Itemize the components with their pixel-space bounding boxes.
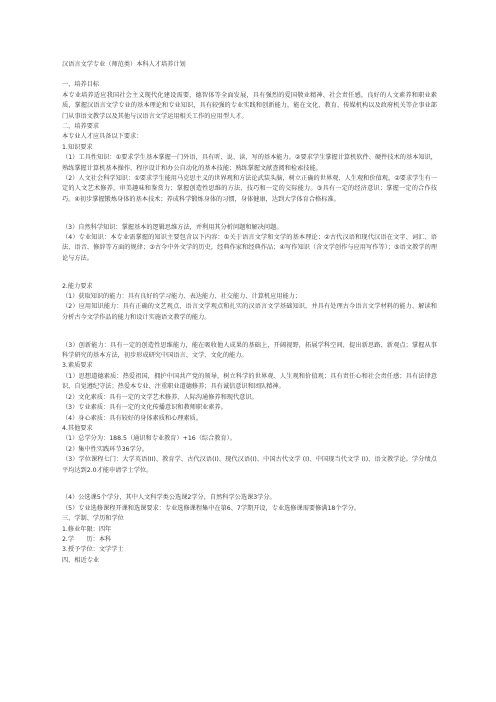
paragraph: 本专业人才应具备以下要求： — [62, 133, 143, 141]
paragraph: （3）学位课程七门：大学英语(II)、教育学、古代汉语(I)、现代汉语(I)、中国古代文学 (I)、中国现当代文学 (I)、语文教学论。学分绩点平均达到2.0才能申请学士学位。 — [62, 456, 437, 474]
paragraph-gap — [62, 482, 437, 487]
paragraph: （2）应用知识能力：具有正确的文艺观点、语言文学观点和扎实的汉语言文学基础知识，并具有处理古今语言文学材料的能力、解读和分析古今文学作品的能力和设计实施语文教学的能力。 — [62, 303, 437, 321]
paragraph: 2.学 历：本科 — [62, 535, 112, 543]
paragraph: 一、培养目标 — [62, 81, 100, 89]
paragraph: （4）公选课5个学分，其中人文科学类公选课2学分，自然科学公选课3学分。 — [62, 494, 276, 502]
paragraph: （2）集中性实践环节36学分。 — [62, 445, 149, 453]
paragraph: （1）总学分为：188.5（通识和专业教育）+16（综合教育）。 — [62, 435, 236, 443]
paragraph: （4）专业知识：本专业需掌握的知识主要包含以下内容：①关于语言文学和文学的基本理论；②古代汉语和现代汉语在文字、词汇、语法、语音、修辞等方面的规律；③古今中外文学的历史，经典作家和经典作品；④写作知识（含文学创作与应用写作等）；⑤语文教学的理论与方法。 — [62, 234, 437, 262]
document-page — [62, 60, 437, 566]
paragraph: 3.授予学位：文学学士 — [62, 546, 124, 554]
paragraph: 二、培养要求 — [62, 123, 100, 131]
paragraph: （5）专业选修课程开课和选课要求：专业选修课程集中在第6、7学期开设，专业选修课需要修满18个学分。 — [62, 504, 361, 512]
paragraph: 本专业培养适应我国社会主义现代化建设需要，德智体等全面发展，具有强烈的爱国敬业精神、社会责任感，良好的人文素养和职业素质，掌握汉语言文学专业的基本理论和专业知识，具有较强的专业实践和创新能力，能在文化、教育、传媒机构以及政府机关等企事业部门从事语文教学以及其他与汉语言文学运用相关工作的应用型人才。 — [62, 91, 437, 120]
paragraph: 2.能力要求 — [62, 282, 93, 290]
paragraph-gap — [62, 329, 437, 334]
document-title: 汉语言文学专业（师范类）本科人才培养计划 — [62, 61, 186, 68]
paragraph: （4）身心素质：具有较好的身体素质和心理素质。 — [62, 414, 203, 422]
paragraph: （3）自然科学知识：掌握基本的逻辑思维方法，并利用其分析问题和解决问题。 — [62, 223, 283, 231]
paragraph-gap — [62, 211, 437, 216]
paragraph: 三、学制、学历和学位 — [62, 515, 124, 523]
document-body — [62, 80, 437, 566]
paragraph: （3）创新能力：具有一定的创造性思维能力，能在吸收他人成果的基础上，开阔视野，拓展学科空间，提出新思路、新观点；掌握从事科学研究的基本方法，初步形成研究中国语言、文学、文化的能力。 — [62, 341, 437, 360]
paragraph: 4.其他要求 — [62, 424, 93, 432]
paragraph: 1.修业年限：四年 — [62, 525, 112, 533]
paragraph: （1）工具性知识：①要求学生基本掌握一门外语，具有听、说、读、写的基本能力。②要求学生掌握计算机软件、硬件技术的基本知识，熟练掌握计算机基本操作、程序设计和办公自动化的基本技能；熟练掌握文献查阅和检索技能。 — [62, 154, 437, 172]
paragraph: （3）专业素质：具有一定的文化传播意识和教师职业素养。 — [62, 404, 227, 412]
paragraph: 3.素质要求 — [62, 362, 93, 370]
paragraph: （2）文化素质：具有一定的文学艺术修养、人际沟通修养和现代意识。 — [62, 393, 258, 401]
paragraph: 四、相近专业 — [62, 556, 100, 564]
paragraph: （1）获取知识的能力：具有良好的学习能力、表达能力、社交能力、计算机应用能力； — [62, 293, 302, 301]
paragraph: （2）人文社会科学知识：①要求学生能用马克思主义的世界观和方法论武装头脑，树立正确的世界观、人生观和价值观。②要求学生有一定的人文艺术修养，审美趣味和鉴赏力；掌握创造性思维的方法、技巧和一定的交际能力。③具有一定的经济意识；掌握一定的合作技巧。④初步掌握锻炼身体的基本技术；养成科学锻炼身体的习惯，身体健康，达到大学体育合格标准。 — [62, 175, 437, 203]
paragraph: （1）思想道德素质：热爱祖国，拥护中国共产党的领导，树立科学的世界观、人生观和价值观；具有责任心和社会责任感；具有法律意识，自觉遵纪守法；热爱本专业、注重职业道德修养；具有诚信意识和团队精神。 — [62, 372, 437, 391]
paragraph-gap — [62, 270, 437, 275]
paragraph: 1.知识要求 — [62, 143, 93, 151]
